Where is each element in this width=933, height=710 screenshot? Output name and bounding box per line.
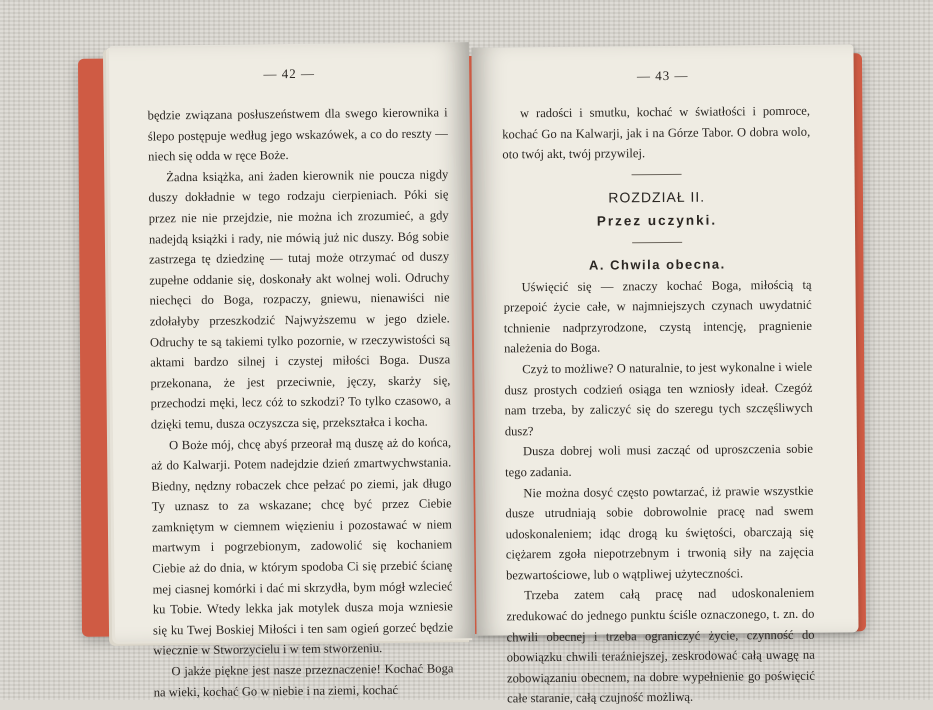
right-page-number: — 43 —	[636, 67, 689, 84]
left-paragraph-1: będzie związana posłuszeństwem dla swego kierownika i ślepo postępuje według jego wskazówek, a co do reszty — niech się odda w ręce Boże.	[147, 105, 448, 164]
right-paragraph-3: Dusza dobrej woli musi zacząć od uproszczenia sobie tego zadania.	[505, 442, 814, 480]
left-page	[109, 42, 475, 700]
right-paragraph-2: Czyż to możliwe? O naturalnie, to jest wykonalne i wiele dusz prostych codzień osiąga ten wzniosły ideał. Czegóż nam trzeba, by zaliczyć się do szeregu tych szczęśliwych dusz?	[504, 359, 813, 439]
left-paragraph-3: O Boże mój, chcę abyś przeorał mą duszę aż do końca, aż do Kalwarji. Potem nadejdzie dzień zmartwychwstania. Biedny, nędzny robaczek chce pełzać po ziemi, jak długo Ty uznasz to za wskazane; chcę być przez Ciebie zamkniętym w ciemnem więzieniu i pozostawać w niem martwym i pogrzebionym, zadowolić się kochaniem Ciebie aż do dnia, w którym spodoba Ci się przebić ścianę mej ciasnej komórki i dać mi skrzydła, bym mógł wzlecieć ku Tobie. Wtedy lekka jak motylek dusza moja wzniesie się ku Twej Boskiej Miłości i ten sam ogień gorzeć będzie wiecznie w Stworzycielu i w tem stworzeniu.	[151, 434, 454, 658]
right-intro-paragraph: w radości i smutku, kochać w światłości i pomroce, kochać Go na Kalwarji, jak i na Górze Tabor. O dobra wolo, oto twój akt, twój przywilej.	[502, 103, 811, 162]
right-paragraph-1: Uświęcić się — znaczy kochać Boga, miłością tą przepoić życie całe, w najmniejszych czynach uwydatnić tchnienie nadprzyrodzone, czystą intencję, pragnienie należenia do Boga.	[503, 277, 812, 356]
left-page-text	[148, 102, 454, 702]
left-paragraph-2: Żadna książka, ani żaden kierownik nie poucza nigdy duszy dokładnie w tego rodzaju cierpieniach. Póki się przez nie nie przejdzie, nie można ich zrozumieć, a gdy nadejdą książki i rady, nie mówią już nic duszy. Bóg sobie zastrzega tę dziedzinę — tutaj może otrzymać od duszy zupełne oddanie się, doskonały akt wolnej woli. Odruchy niechęci do Boga, rozpaczy, gniewu, nienawiści nie zdołałyby przeszkodzić Najwyższemu w jego dziele. Odruchy te są takiemi tylko pozornie, w rzeczywistości są aktami bardzo silnej i czystej miłości Boga. Dusza przekonana, że jest przeciwnie, jęczy, skarży się, przechodzi męki, lecz cóż to szkodzi? To tylko czasowo, a dzięki temu, dusza oczyszcza się, przekształca i kocha.	[148, 167, 451, 432]
chapter-heading: ROZDZIAŁ II.	[608, 188, 706, 206]
chapter-subtitle: Przez uczynki.	[596, 212, 718, 229]
right-paragraph-5: Trzeba zatem całą pracę nad udoskonaleniem zredukować do jednego punktu ściśle oznaczonego, t. zn. do chwili obecnej i trzeba ograniczyć życie, czynność do obowiązku chwili teraźniejszej, zeskrodować całą uwagę na zobowiązaniu obecnem, na dobre wypełnienie go poświęcić całe staranie, całą czujność możliwą.	[506, 586, 815, 706]
divider-rule	[632, 242, 682, 243]
divider-rule	[632, 174, 682, 175]
section-heading: A. Chwila obecna.	[588, 256, 726, 273]
right-page-text	[502, 101, 815, 710]
left-paragraph-4: O jakże piękne jest nasze przeznaczenie! Kochać Boga na wieki, kochać Go w niebie i na ziemi, kochać	[153, 661, 454, 700]
right-page	[471, 44, 858, 706]
right-paragraph-4: Nie można dosyć często powtarzać, iż prawie wszystkie dusze utrudniają sobie dobrowolnie pracę nad swem udoskonaleniem; idąc drogą ku świętości, obarczają się ciężarem zgoła niepotrzebnym i trwonią siły na zajęcia bezwartościowe, lub o wątpliwej użyteczności.	[505, 483, 814, 583]
left-page-number: — 42 —	[263, 65, 316, 82]
